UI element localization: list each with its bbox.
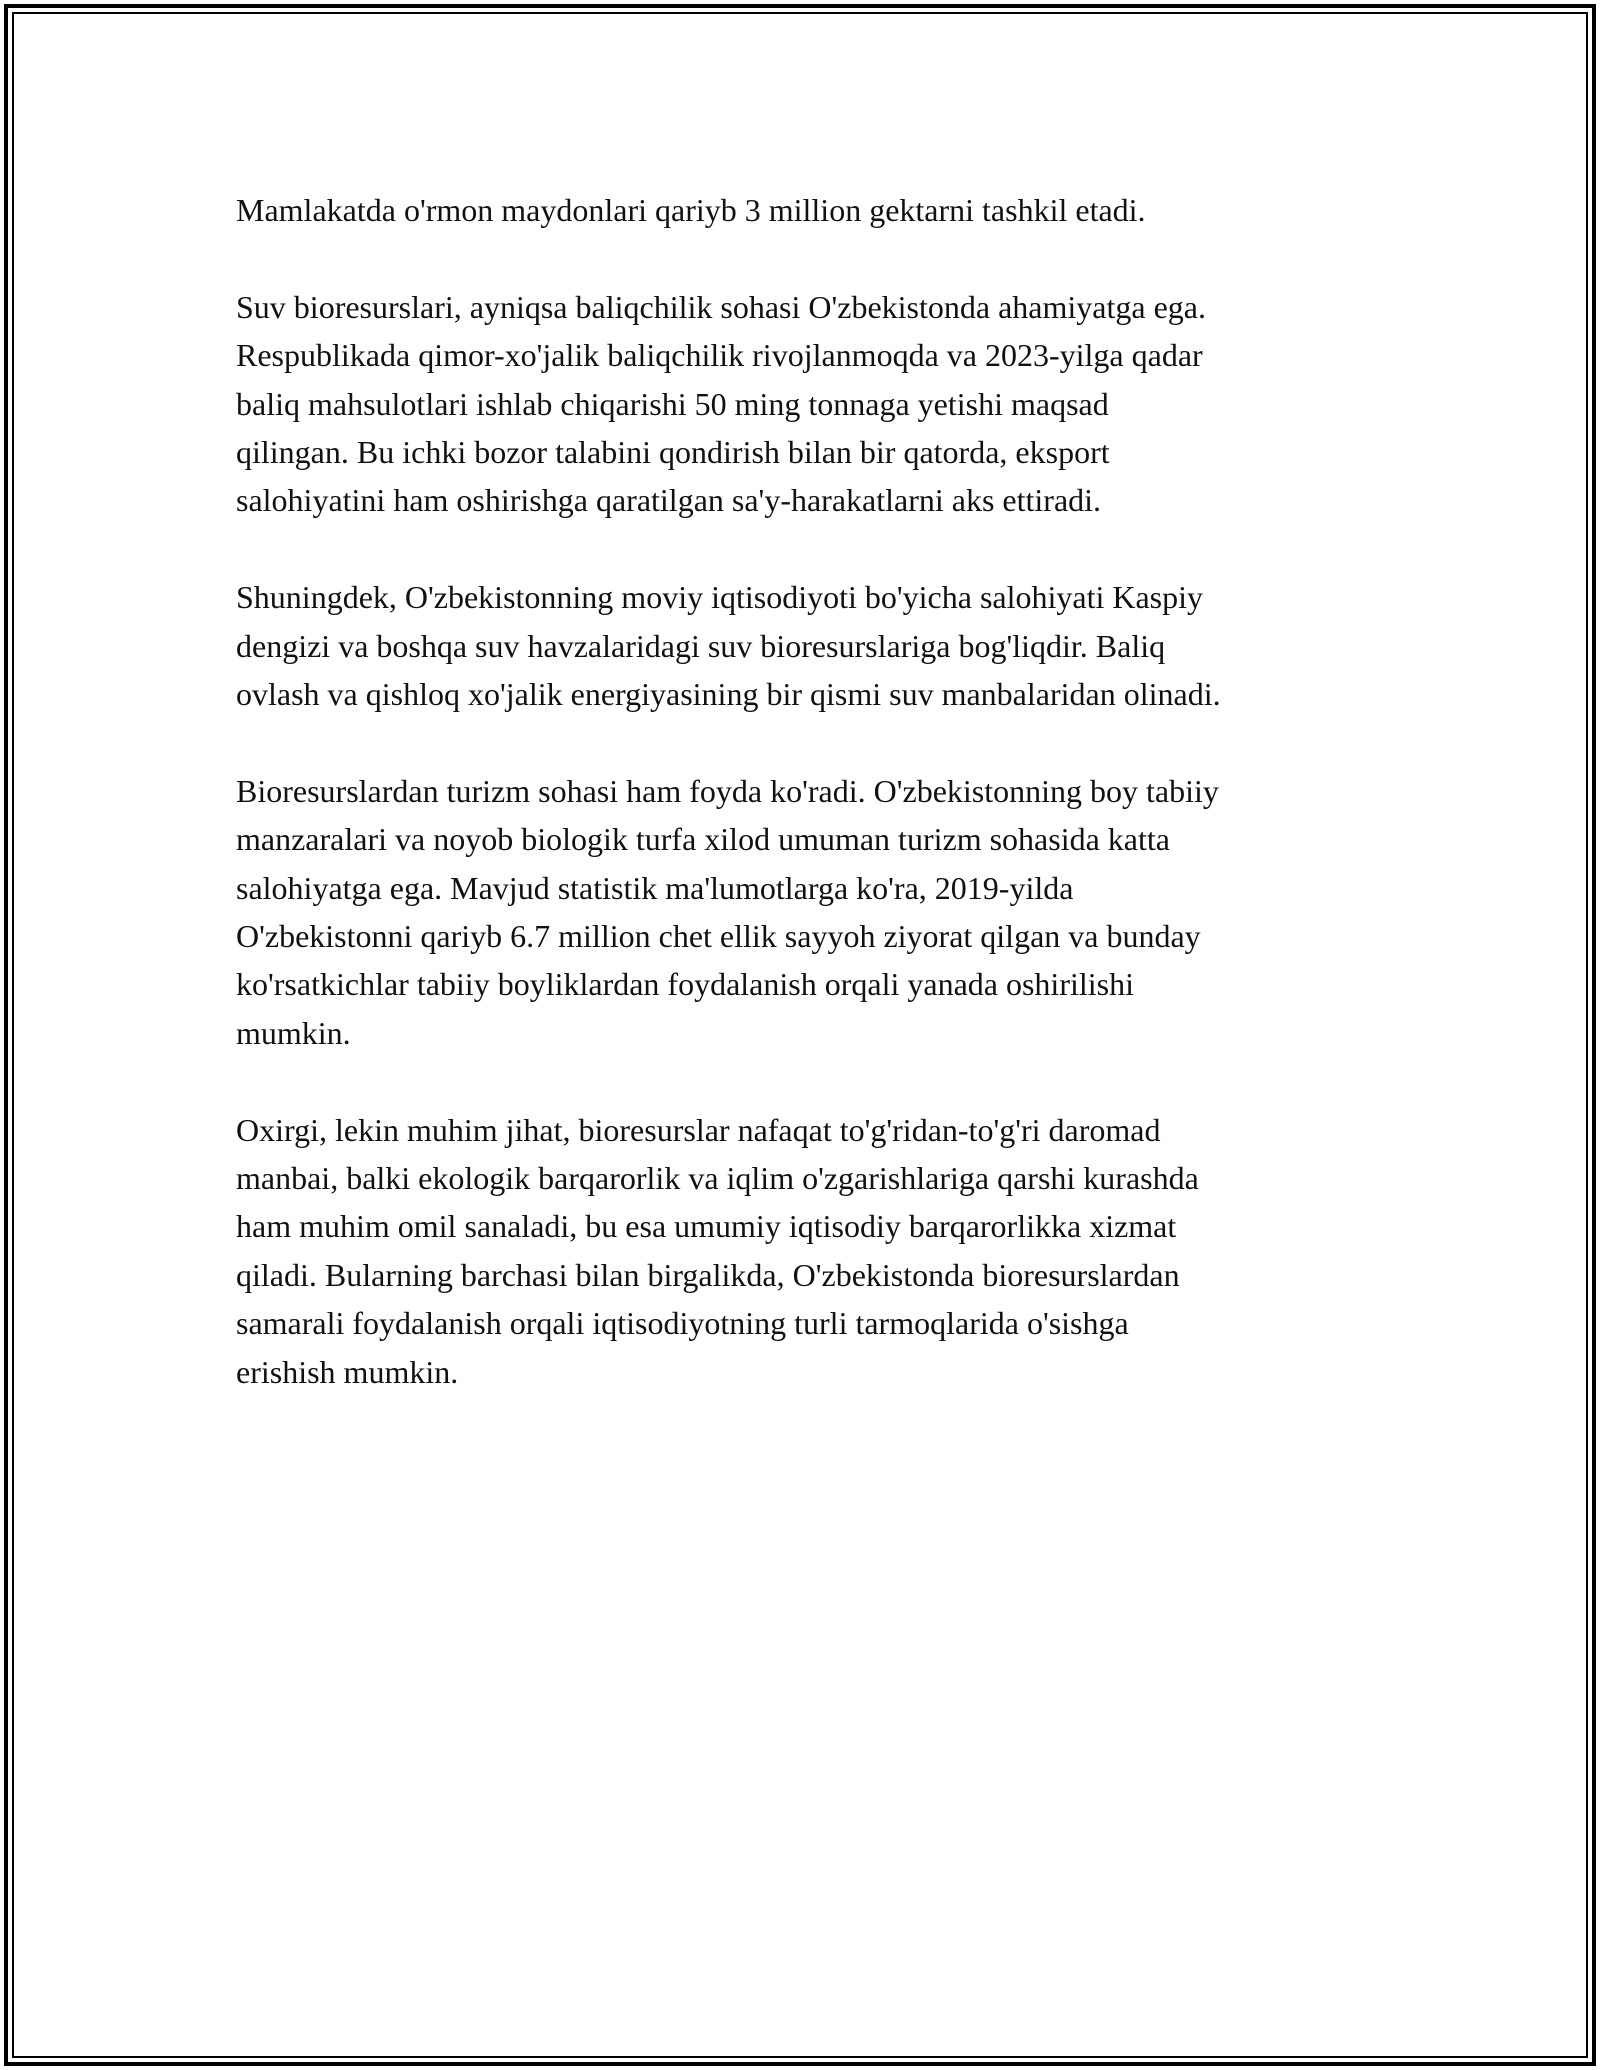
paragraph-forest-area: Mamlakatda o'rmon maydonlari qariyb 3 million gektarni tashkil etadi. — [236, 192, 1146, 228]
document-body — [236, 186, 1376, 1444]
paragraph-tourism: Bioresurslardan turizm sohasi ham foyda ko'radi. O'zbekistonning boy tabiiy manzaralari va noyob biologik turfa xilod umuman turizm sohasida katta salohiyatga ega. Mavjud statistik ma'lumotlarga ko'ra, 2019-yilda O'zbekistonni qariyb 6.7 million chet ellik sayyoh ziyorat qilgan va bunday ko'rsatkichlar tabiiy boyliklardan foydalanish orqali yanada oshirilishi mumkin. — [236, 772, 1219, 1051]
paragraph-fisheries: Suv bioresurslari, ayniqsa baliqchilik sohasi O'zbekistonda ahamiyatga ega. Respublikada qimor-xo'jalik baliqchilik rivojlanmoqda va 2023-yilga qadar baliq mahsulotlari ishlab chiqarishi 50 ming tonnaga yetishi maqsad qilingan. Bu ichki bozor talabini qondirish bilan bir qatorda, eksport salohiyatini ham oshirishga qaratilgan sa'y-harakatlarni aks ettiradi. — [236, 288, 1206, 519]
paragraph-blue-economy: Shuningdek, O'zbekistonning moviy iqtisodiyoti bo'yicha salohiyati Kaspiy dengizi va boshqa suv havzalaridagi suv bioresurslariga bog'liqdir. Baliq ovlash va qishloq xo'jalik energiyasining bir qismi suv manbalaridan olinadi. — [236, 579, 1221, 713]
paragraph-conclusion: Oxirgi, lekin muhim jihat, bioresurslar nafaqat to'g'ridan-to'g'ri daromad manbai, balki ekologik barqarorlik va iqlim o'zgarishlariga qarshi kurashda ham muhim omil sanaladi, bu esa umumiy iqtisodiy barqarorlikka xizmat qiladi. Bularning barchasi bilan birgalikda, O'zbekistonda bioresurslardan samarali foydalanish orqali iqtisodiyotning turli tarmoqlarida o'sishga erishish mumkin. — [236, 1111, 1199, 1390]
